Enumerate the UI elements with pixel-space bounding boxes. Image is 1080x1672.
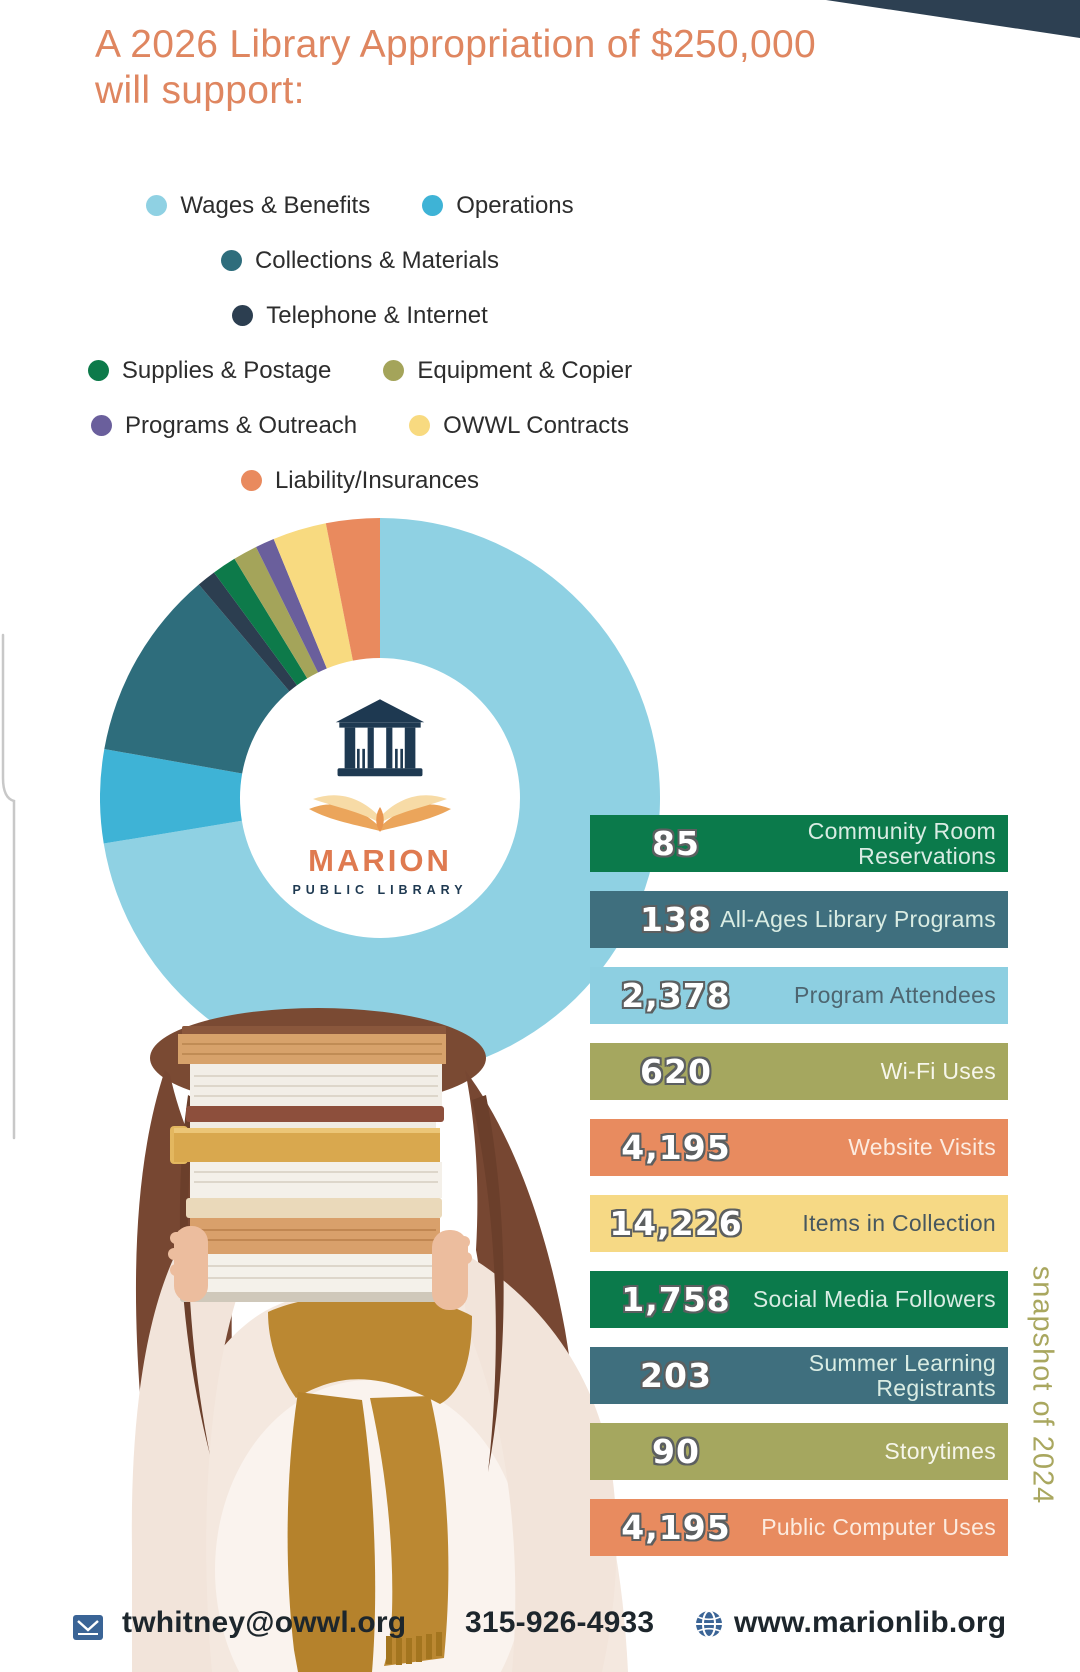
legend-item-wages <box>146 192 370 220</box>
snapshot-year-caption: snapshot of 2024 <box>1026 1265 1059 1505</box>
legend-label: Programs & Outreach <box>125 411 358 439</box>
legend-label: OWWL Contracts <box>443 411 629 439</box>
stat-value: 2,378 <box>621 976 731 1015</box>
stat-label: Wi-Fi Uses <box>880 1058 996 1085</box>
stat-label: All-Ages Library Programs <box>720 906 996 933</box>
legend-row <box>50 465 670 496</box>
stat-bar-storytimes <box>590 1423 1008 1480</box>
legend-item-equipment <box>383 357 632 385</box>
legend-dot-icon <box>146 195 167 216</box>
legend-row <box>50 355 670 386</box>
stat-value: 90 <box>652 1432 700 1471</box>
legend-label: Supplies & Postage <box>121 356 332 384</box>
page-title <box>95 22 915 113</box>
library-logo <box>255 698 505 897</box>
page-edge-indicator <box>0 630 22 1170</box>
stat-bar-public-computer <box>590 1499 1008 1556</box>
book-stack <box>170 1026 450 1302</box>
page-title-line2: will support: <box>95 68 305 112</box>
legend-item-supplies <box>88 357 331 385</box>
legend-label: Operations <box>456 191 574 219</box>
contact-email[interactable]: twhitney@owwl.org <box>122 1606 407 1639</box>
legend-item-collections <box>221 247 499 275</box>
stat-value: 4,195 <box>621 1508 731 1547</box>
logo-name: MARION <box>308 843 452 878</box>
stat-label: Community Room Reservations <box>807 818 996 869</box>
stat-label: Items in Collection <box>802 1210 996 1237</box>
stat-label: Social Media Followers <box>752 1286 996 1313</box>
legend-dot-icon <box>232 305 253 326</box>
open-book-icon <box>305 787 455 833</box>
legend-dot-icon <box>91 415 112 436</box>
stats-panel <box>590 815 1008 1575</box>
legend-label: Wages & Benefits <box>180 191 371 219</box>
stat-bar-website-visits <box>590 1119 1008 1176</box>
stat-value: 620 <box>640 1052 712 1091</box>
pie-legend <box>50 190 670 520</box>
stat-label: Public Computer Uses <box>761 1514 996 1541</box>
stat-value: 1,758 <box>621 1280 731 1319</box>
stat-value: 4,195 <box>621 1128 731 1167</box>
legend-label: Liability/Insurances <box>274 466 480 494</box>
gazebo-icon <box>334 698 426 782</box>
stat-label: Storytimes <box>884 1438 996 1465</box>
stat-bar-program-attendees <box>590 967 1008 1024</box>
legend-item-owwl <box>409 412 629 440</box>
page-title-line1: A 2026 Library Appropriation of $250,000 <box>95 23 817 66</box>
stat-value: 138 <box>640 900 712 939</box>
legend-dot-icon <box>383 360 404 381</box>
legend-dot-icon <box>422 195 443 216</box>
legend-row <box>50 190 670 221</box>
legend-label: Telephone & Internet <box>266 301 488 329</box>
stat-label: Program Attendees <box>794 982 996 1009</box>
legend-item-liability <box>241 467 479 495</box>
stat-bar-library-programs <box>590 891 1008 948</box>
legend-label: Equipment & Copier <box>417 356 633 384</box>
stat-bar-wifi-uses <box>590 1043 1008 1100</box>
legend-row <box>50 300 670 331</box>
globe-icon <box>695 1610 723 1638</box>
email-icon <box>72 1612 104 1642</box>
legend-item-programs <box>91 412 357 440</box>
stat-bar-summer-learning <box>590 1347 1008 1404</box>
legend-item-operations <box>422 192 573 220</box>
logo-tagline: PUBLIC LIBRARY <box>292 883 468 897</box>
stat-value: 85 <box>652 824 700 863</box>
stat-value: 203 <box>640 1356 712 1395</box>
legend-dot-icon <box>221 250 242 271</box>
legend-dot-icon <box>409 415 430 436</box>
stat-bar-social-media <box>590 1271 1008 1328</box>
stat-value: 14,226 <box>609 1204 743 1243</box>
legend-label: Collections & Materials <box>254 246 500 274</box>
legend-row <box>50 410 670 441</box>
legend-row <box>50 245 670 276</box>
contact-website[interactable]: www.marionlib.org <box>734 1606 1007 1639</box>
legend-item-telephone <box>232 302 488 330</box>
stat-bar-items-in-collection <box>590 1195 1008 1252</box>
stat-label: Website Visits <box>848 1134 996 1161</box>
legend-dot-icon <box>241 470 262 491</box>
legend-dot-icon <box>88 360 109 381</box>
stat-label: Summer Learning Registrants <box>808 1350 996 1401</box>
stat-bar-community-room <box>590 815 1008 872</box>
contact-phone: 315-926-4933 <box>465 1606 655 1639</box>
